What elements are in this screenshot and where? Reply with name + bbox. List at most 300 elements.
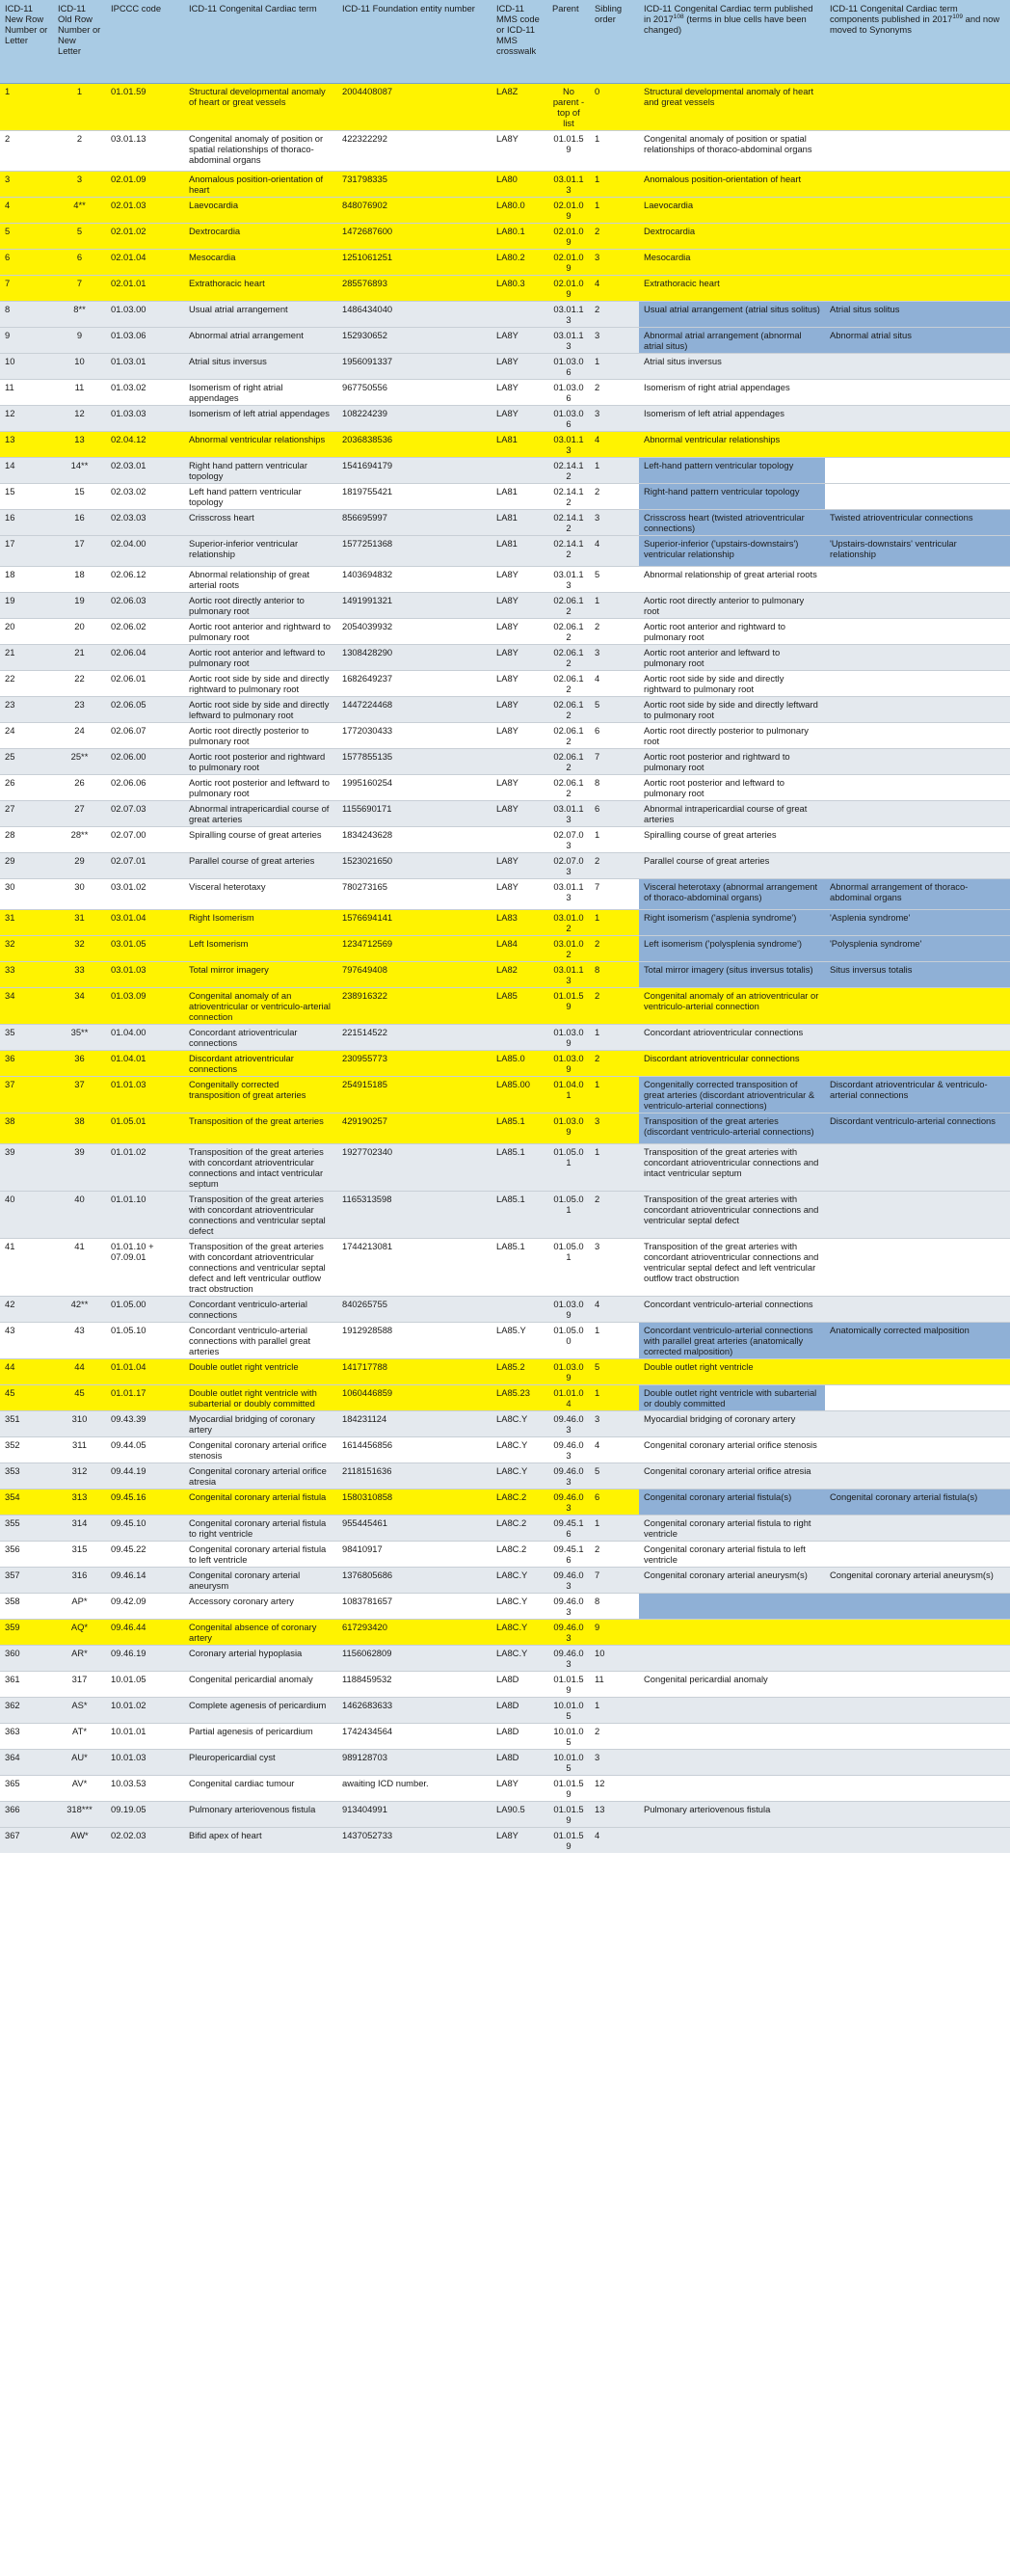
cell-synonym [825, 432, 1010, 458]
cell-sibling-order: 3 [590, 328, 639, 354]
cell-term: Abnormal intrapericardial course of great arteries [184, 801, 337, 827]
cell-mms-code [492, 749, 547, 775]
cell-foundation-entity: 1577855135 [337, 749, 492, 775]
cell-sibling-order: 2 [590, 853, 639, 879]
cell-mms-code: LA83 [492, 910, 547, 936]
cell-synonym [825, 276, 1010, 302]
cell-parent: 01.03.06 [547, 406, 590, 432]
cell-mms-code: LA8Y [492, 671, 547, 697]
cell-old-row-number: 17 [53, 536, 106, 567]
table-row [0, 1463, 1010, 1489]
cell-synonym [825, 827, 1010, 853]
cell-ipccc-code: 01.05.01 [106, 1114, 184, 1144]
cell-published-term: Aortic root posterior and leftward to pulmonary root [639, 775, 825, 801]
cell-term: Anomalous position-orientation of heart [184, 172, 337, 198]
cell-mms-code: LA8Y [492, 328, 547, 354]
cell-published-term: Double outlet right ventricle with subarterial or doubly committed [639, 1385, 825, 1411]
cell-old-row-number: 6 [53, 250, 106, 276]
cell-foundation-entity: 967750556 [337, 380, 492, 406]
cell-published-term: Congenital coronary arterial orifice atresia [639, 1463, 825, 1489]
table-row [0, 1051, 1010, 1077]
header-parent: Parent [547, 0, 590, 84]
cell-synonym [825, 1646, 1010, 1672]
header-published-term-note: (terms in blue cells have been changed) [644, 13, 807, 35]
cell-old-row-number: 44 [53, 1359, 106, 1385]
cell-new-row-number: 18 [0, 567, 53, 593]
cell-mms-code: LA8Y [492, 406, 547, 432]
cell-ipccc-code: 01.01.59 [106, 84, 184, 131]
cell-foundation-entity: 1251061251 [337, 250, 492, 276]
cell-sibling-order: 3 [590, 510, 639, 536]
cell-parent: 09.45.16 [547, 1516, 590, 1542]
cell-published-term [639, 1620, 825, 1646]
cell-published-term [639, 1698, 825, 1724]
cell-new-row-number: 25 [0, 749, 53, 775]
cell-synonym [825, 697, 1010, 723]
cell-old-row-number: 38 [53, 1114, 106, 1144]
cell-term: Spiralling course of great arteries [184, 827, 337, 853]
cell-new-row-number: 41 [0, 1239, 53, 1297]
cell-ipccc-code: 01.01.17 [106, 1385, 184, 1411]
cell-foundation-entity: 1060446859 [337, 1385, 492, 1411]
table-row [0, 131, 1010, 172]
cell-mms-code: LA8C.Y [492, 1646, 547, 1672]
cell-mms-code: LA8Y [492, 697, 547, 723]
cell-old-row-number: AU* [53, 1750, 106, 1776]
cell-old-row-number: 25** [53, 749, 106, 775]
cell-published-term: Aortic root anterior and rightward to pulmonary root [639, 619, 825, 645]
cell-ipccc-code: 02.01.02 [106, 224, 184, 250]
cell-published-term: Superior-inferior ('upstairs-downstairs') ventricular relationship [639, 536, 825, 567]
cell-synonym [825, 380, 1010, 406]
cell-parent: 01.05.00 [547, 1323, 590, 1359]
table-row [0, 827, 1010, 853]
cell-old-row-number: 21 [53, 645, 106, 671]
cell-new-row-number: 27 [0, 801, 53, 827]
cell-term: Transposition of the great arteries with concordant atrioventricular connections and intact ventricular septum [184, 1144, 337, 1192]
cell-ipccc-code: 02.06.05 [106, 697, 184, 723]
cell-foundation-entity: 152930652 [337, 328, 492, 354]
cell-sibling-order: 1 [590, 131, 639, 172]
cell-published-term: Atrial situs inversus [639, 354, 825, 380]
cell-term: Partial agenesis of pericardium [184, 1724, 337, 1750]
cell-parent: 02.07.03 [547, 827, 590, 853]
cell-synonym [825, 224, 1010, 250]
cell-parent: 02.06.12 [547, 697, 590, 723]
cell-new-row-number: 12 [0, 406, 53, 432]
cell-term: Congenital coronary arterial orifice stenosis [184, 1437, 337, 1463]
cell-term: Congenital anomaly of an atrioventricular or ventriculo-arterial connection [184, 988, 337, 1025]
table-row [0, 1489, 1010, 1516]
cell-sibling-order: 2 [590, 380, 639, 406]
cell-published-term: Right isomerism ('asplenia syndrome') [639, 910, 825, 936]
cell-published-term: Aortic root directly posterior to pulmonary root [639, 723, 825, 749]
cell-foundation-entity: 230955773 [337, 1051, 492, 1077]
table-row [0, 936, 1010, 962]
cell-synonym [825, 1463, 1010, 1489]
cell-mms-code: LA8C.Y [492, 1437, 547, 1463]
cell-term: Abnormal relationship of great arterial roots [184, 567, 337, 593]
cell-synonym [825, 567, 1010, 593]
cell-parent: 01.03.09 [547, 1359, 590, 1385]
cell-published-term: Aortic root side by side and directly leftward to pulmonary root [639, 697, 825, 723]
cell-new-row-number: 362 [0, 1698, 53, 1724]
cell-published-term: Congenital pericardial anomaly [639, 1672, 825, 1698]
cell-mms-code: LA8C.Y [492, 1463, 547, 1489]
cell-mms-code: LA8C.2 [492, 1516, 547, 1542]
cell-term: Congenital anomaly of position or spatial relationships of thoraco-abdominal organs [184, 131, 337, 172]
cell-ipccc-code: 03.01.04 [106, 910, 184, 936]
cell-new-row-number: 361 [0, 1672, 53, 1698]
cell-sibling-order: 1 [590, 910, 639, 936]
table-row [0, 1594, 1010, 1620]
cell-synonym [825, 801, 1010, 827]
cell-foundation-entity: 1576694141 [337, 910, 492, 936]
cell-foundation-entity: 1580310858 [337, 1489, 492, 1516]
cell-synonym [825, 198, 1010, 224]
cell-parent: 02.14.12 [547, 510, 590, 536]
cell-ipccc-code: 03.01.13 [106, 131, 184, 172]
cell-term: Right hand pattern ventricular topology [184, 458, 337, 484]
cell-parent: 09.46.03 [547, 1568, 590, 1594]
cell-parent: No parent - top of list [547, 84, 590, 131]
cell-term: Abnormal atrial arrangement [184, 328, 337, 354]
cell-foundation-entity: 238916322 [337, 988, 492, 1025]
cell-parent: 01.03.06 [547, 354, 590, 380]
cell-sibling-order: 7 [590, 749, 639, 775]
cell-foundation-entity: 1083781657 [337, 1594, 492, 1620]
cell-new-row-number: 11 [0, 380, 53, 406]
cell-mms-code: LA8Y [492, 879, 547, 910]
table-row [0, 1672, 1010, 1698]
cell-parent: 01.03.09 [547, 1114, 590, 1144]
cell-ipccc-code: 02.06.02 [106, 619, 184, 645]
cell-published-term [639, 1594, 825, 1620]
cell-parent: 02.07.03 [547, 853, 590, 879]
table-row [0, 250, 1010, 276]
cell-new-row-number: 26 [0, 775, 53, 801]
cell-new-row-number: 30 [0, 879, 53, 910]
table-row [0, 1323, 1010, 1359]
cell-new-row-number: 44 [0, 1359, 53, 1385]
cell-ipccc-code: 02.06.00 [106, 749, 184, 775]
cell-synonym [825, 84, 1010, 131]
cell-old-row-number: 313 [53, 1489, 106, 1516]
cell-mms-code: LA80 [492, 172, 547, 198]
cell-ipccc-code: 02.01.09 [106, 172, 184, 198]
cell-mms-code: LA8C.2 [492, 1542, 547, 1568]
cell-foundation-entity: awaiting ICD number. [337, 1776, 492, 1802]
table-row [0, 406, 1010, 432]
cell-term: Double outlet right ventricle [184, 1359, 337, 1385]
cell-old-row-number: 3 [53, 172, 106, 198]
cell-new-row-number: 28 [0, 827, 53, 853]
header-published-term-text: ICD-11 Congenital Cardiac term published in 2017 [644, 3, 813, 24]
cell-ipccc-code: 02.03.02 [106, 484, 184, 510]
cell-parent: 02.06.12 [547, 749, 590, 775]
cell-foundation-entity: 840265755 [337, 1297, 492, 1323]
cell-old-row-number: 45 [53, 1385, 106, 1411]
cell-parent: 01.01.59 [547, 1672, 590, 1698]
cell-old-row-number: 310 [53, 1411, 106, 1437]
cell-sibling-order: 4 [590, 432, 639, 458]
cell-foundation-entity: 2004408087 [337, 84, 492, 131]
cell-synonym [825, 458, 1010, 484]
cell-term: Transposition of the great arteries [184, 1114, 337, 1144]
cell-published-term: Abnormal intrapericardial course of great arteries [639, 801, 825, 827]
cell-term: Structural developmental anomaly of heart or great vessels [184, 84, 337, 131]
cell-parent: 09.45.16 [547, 1542, 590, 1568]
cell-new-row-number: 364 [0, 1750, 53, 1776]
cell-old-row-number: 42** [53, 1297, 106, 1323]
cell-parent: 03.01.02 [547, 910, 590, 936]
cell-sibling-order: 7 [590, 879, 639, 910]
cell-new-row-number: 20 [0, 619, 53, 645]
cell-mms-code [492, 827, 547, 853]
cell-old-row-number: 12 [53, 406, 106, 432]
cell-sibling-order: 12 [590, 1776, 639, 1802]
cell-foundation-entity: 1156062809 [337, 1646, 492, 1672]
cell-parent: 09.46.03 [547, 1646, 590, 1672]
cell-parent: 10.01.05 [547, 1698, 590, 1724]
cell-parent: 01.05.01 [547, 1144, 590, 1192]
cell-foundation-entity: 1744213081 [337, 1239, 492, 1297]
cell-old-row-number: AV* [53, 1776, 106, 1802]
cell-term: Parallel course of great arteries [184, 853, 337, 879]
header-old-row-number: ICD-11 Old Row Number or New Letter [53, 0, 106, 84]
cell-synonym [825, 1802, 1010, 1828]
cell-old-row-number: 34 [53, 988, 106, 1025]
cell-published-term: Pulmonary arteriovenous fistula [639, 1802, 825, 1828]
cell-ipccc-code: 09.45.22 [106, 1542, 184, 1568]
cell-published-term: Concordant ventriculo-arterial connections [639, 1297, 825, 1323]
cell-published-term: Myocardial bridging of coronary artery [639, 1411, 825, 1437]
table-row [0, 172, 1010, 198]
cell-synonym: Discordant ventriculo-arterial connections [825, 1114, 1010, 1144]
cell-ipccc-code: 02.01.01 [106, 276, 184, 302]
cell-parent: 02.06.12 [547, 593, 590, 619]
cell-new-row-number: 43 [0, 1323, 53, 1359]
cell-old-row-number: 14** [53, 458, 106, 484]
cell-mms-code: LA8Y [492, 801, 547, 827]
cell-foundation-entity: 1165313598 [337, 1192, 492, 1239]
cell-old-row-number: 31 [53, 910, 106, 936]
cell-sibling-order: 4 [590, 1297, 639, 1323]
cell-new-row-number: 16 [0, 510, 53, 536]
cell-term: Atrial situs inversus [184, 354, 337, 380]
cell-published-term: Abnormal relationship of great arterial roots [639, 567, 825, 593]
cell-synonym [825, 1620, 1010, 1646]
cell-sibling-order: 2 [590, 224, 639, 250]
cell-synonym [825, 988, 1010, 1025]
cell-term: Congenital coronary arterial orifice atresia [184, 1463, 337, 1489]
cell-foundation-entity: 1541694179 [337, 458, 492, 484]
cell-parent: 09.46.03 [547, 1411, 590, 1437]
cell-parent: 01.01.04 [547, 1385, 590, 1411]
cell-mms-code: LA85 [492, 988, 547, 1025]
cell-published-term: Mesocardia [639, 250, 825, 276]
cell-mms-code: LA85.Y [492, 1323, 547, 1359]
cell-ipccc-code: 09.44.19 [106, 1463, 184, 1489]
cell-parent: 03.01.13 [547, 172, 590, 198]
cell-ipccc-code: 01.01.03 [106, 1077, 184, 1114]
cell-ipccc-code: 01.01.04 [106, 1359, 184, 1385]
cell-mms-code: LA80.3 [492, 276, 547, 302]
cell-published-term: Congenital anomaly of an atrioventricular or ventriculo-arterial connection [639, 988, 825, 1025]
cell-old-row-number: 22 [53, 671, 106, 697]
cell-term: Mesocardia [184, 250, 337, 276]
cell-old-row-number: 20 [53, 619, 106, 645]
table-row [0, 1411, 1010, 1437]
cell-sibling-order: 2 [590, 1724, 639, 1750]
cell-old-row-number: 26 [53, 775, 106, 801]
cell-ipccc-code: 02.06.01 [106, 671, 184, 697]
cell-new-row-number: 3 [0, 172, 53, 198]
cell-new-row-number: 38 [0, 1114, 53, 1144]
cell-ipccc-code: 10.01.01 [106, 1724, 184, 1750]
cell-synonym [825, 172, 1010, 198]
cell-published-term: Laevocardia [639, 198, 825, 224]
cell-parent: 02.01.09 [547, 276, 590, 302]
cell-term: Accessory coronary artery [184, 1594, 337, 1620]
cell-parent: 03.01.13 [547, 879, 590, 910]
cell-sibling-order: 2 [590, 1051, 639, 1077]
cell-synonym [825, 853, 1010, 879]
table-row [0, 224, 1010, 250]
header-ipccc-code: IPCCC code [106, 0, 184, 84]
cell-published-term: Aortic root anterior and leftward to pulmonary root [639, 645, 825, 671]
cell-published-term: Aortic root directly anterior to pulmonary root [639, 593, 825, 619]
cell-synonym [825, 749, 1010, 775]
cell-synonym [825, 1359, 1010, 1385]
cell-published-term: Extrathoracic heart [639, 276, 825, 302]
table-row [0, 328, 1010, 354]
cell-term: Congenital cardiac tumour [184, 1776, 337, 1802]
cell-ipccc-code: 09.42.09 [106, 1594, 184, 1620]
cell-foundation-entity: 2054039932 [337, 619, 492, 645]
cell-published-term: Transposition of the great arteries with concordant atrioventricular connections and ventricular septal defect and left ventricular outflow tract obstruction [639, 1239, 825, 1297]
cell-published-term: Isomerism of left atrial appendages [639, 406, 825, 432]
cell-mms-code: LA8Y [492, 645, 547, 671]
cell-parent: 02.14.12 [547, 536, 590, 567]
cell-ipccc-code: 09.45.10 [106, 1516, 184, 1542]
cell-new-row-number: 17 [0, 536, 53, 567]
cell-old-row-number: 15 [53, 484, 106, 510]
cell-published-term: Congenital anomaly of position or spatial relationships of thoraco-abdominal organs [639, 131, 825, 172]
cell-old-row-number: 1 [53, 84, 106, 131]
cell-new-row-number: 34 [0, 988, 53, 1025]
cell-term: Abnormal ventricular relationships [184, 432, 337, 458]
cell-old-row-number: 39 [53, 1144, 106, 1192]
header-new-row-number: ICD-11 New Row Number or Letter [0, 0, 53, 84]
cell-mms-code [492, 302, 547, 328]
cell-mms-code: LA85.00 [492, 1077, 547, 1114]
cell-term: Superior-inferior ventricular relationship [184, 536, 337, 567]
cell-ipccc-code: 09.19.05 [106, 1802, 184, 1828]
cell-published-term: Crisscross heart (twisted atrioventricular connections) [639, 510, 825, 536]
cell-term: Discordant atrioventricular connections [184, 1051, 337, 1077]
cell-new-row-number: 365 [0, 1776, 53, 1802]
cell-parent: 01.01.59 [547, 988, 590, 1025]
cell-old-row-number: 32 [53, 936, 106, 962]
cell-new-row-number: 2 [0, 131, 53, 172]
cell-synonym [825, 1192, 1010, 1239]
cell-term: Concordant ventriculo-arterial connections [184, 1297, 337, 1323]
cell-foundation-entity: 1523021650 [337, 853, 492, 879]
cell-synonym [825, 1516, 1010, 1542]
cell-foundation-entity: 1682649237 [337, 671, 492, 697]
cell-synonym [825, 1776, 1010, 1802]
cell-term: Isomerism of left atrial appendages [184, 406, 337, 432]
cell-new-row-number: 13 [0, 432, 53, 458]
cell-sibling-order: 1 [590, 827, 639, 853]
cell-foundation-entity: 731798335 [337, 172, 492, 198]
cell-sibling-order: 3 [590, 250, 639, 276]
cell-old-row-number: 16 [53, 510, 106, 536]
cell-mms-code: LA85.1 [492, 1239, 547, 1297]
table-row [0, 1646, 1010, 1672]
cell-sibling-order: 13 [590, 1802, 639, 1828]
table-row [0, 380, 1010, 406]
cell-ipccc-code: 02.03.03 [106, 510, 184, 536]
cell-foundation-entity: 254915185 [337, 1077, 492, 1114]
cell-mms-code: LA81 [492, 510, 547, 536]
cell-old-row-number: 316 [53, 1568, 106, 1594]
cell-old-row-number: AW* [53, 1828, 106, 1854]
cell-ipccc-code: 10.01.03 [106, 1750, 184, 1776]
table-row [0, 1516, 1010, 1542]
cell-parent: 01.01.59 [547, 1776, 590, 1802]
cell-published-term: Parallel course of great arteries [639, 853, 825, 879]
cell-foundation-entity: 1742434564 [337, 1724, 492, 1750]
table-row [0, 593, 1010, 619]
cell-term: Laevocardia [184, 198, 337, 224]
cell-old-row-number: 318*** [53, 1802, 106, 1828]
cell-old-row-number: 30 [53, 879, 106, 910]
cell-foundation-entity: 422322292 [337, 131, 492, 172]
cell-old-row-number: 37 [53, 1077, 106, 1114]
cell-foundation-entity: 1956091337 [337, 354, 492, 380]
cell-foundation-entity: 221514522 [337, 1025, 492, 1051]
cell-term: Aortic root anterior and rightward to pulmonary root [184, 619, 337, 645]
cell-parent: 03.01.13 [547, 432, 590, 458]
cell-foundation-entity: 1447224468 [337, 697, 492, 723]
cell-foundation-entity: 1234712569 [337, 936, 492, 962]
cell-mms-code: LA85.1 [492, 1114, 547, 1144]
cell-ipccc-code: 01.04.01 [106, 1051, 184, 1077]
cell-synonym [825, 1051, 1010, 1077]
cell-synonym: Congenital coronary arterial aneurysm(s) [825, 1568, 1010, 1594]
table-row [0, 723, 1010, 749]
cell-new-row-number: 1 [0, 84, 53, 131]
cell-sibling-order: 4 [590, 536, 639, 567]
cell-published-term: Concordant atrioventricular connections [639, 1025, 825, 1051]
cell-sibling-order: 2 [590, 484, 639, 510]
cell-synonym [825, 250, 1010, 276]
cell-term: Left Isomerism [184, 936, 337, 962]
cell-sibling-order: 6 [590, 1489, 639, 1516]
cell-ipccc-code: 02.06.06 [106, 775, 184, 801]
cell-synonym [825, 1724, 1010, 1750]
cell-sibling-order: 3 [590, 1114, 639, 1144]
cell-published-term [639, 1750, 825, 1776]
cell-sibling-order: 10 [590, 1646, 639, 1672]
cell-old-row-number: 19 [53, 593, 106, 619]
cell-parent: 01.01.59 [547, 1802, 590, 1828]
cell-parent: 03.01.13 [547, 302, 590, 328]
cell-published-term: Congenital coronary arterial fistula to right ventricle [639, 1516, 825, 1542]
cell-old-row-number: 11 [53, 380, 106, 406]
